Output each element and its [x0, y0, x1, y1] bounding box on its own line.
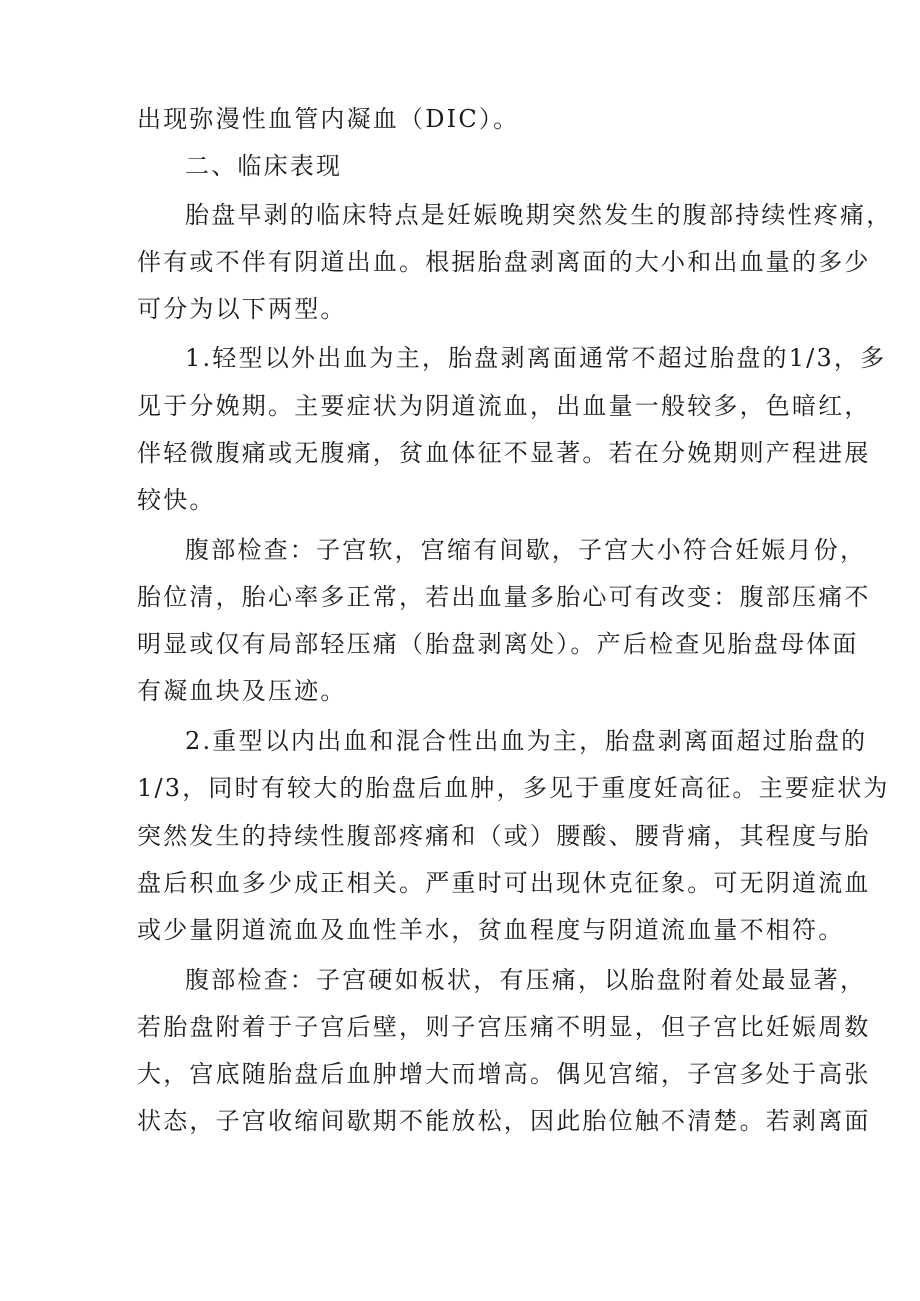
- paragraph-line: 突然发生的持续性腹部疼痛和（或）腰酸、腰背痛，其程度与胎: [137, 822, 871, 850]
- paragraph-line: 腹部检查：子宫硬如板状，有压痛，以胎盘附着处最显著，: [185, 966, 867, 994]
- paragraph-line: 2.重型以内出血和混合性出血为主，胎盘剥离面超过胎盘的: [185, 727, 868, 755]
- paragraph-line: 或少量阴道流血及血性羊水，贫血程度与阴道流血量不相符。: [137, 916, 845, 944]
- paragraph-line: 腹部检查：子宫软，宫缩有间歇，子宫大小符合妊娠月份，: [185, 536, 867, 564]
- paragraph-line: 大，宫底随胎盘后血肿增大而增高。偶见宫缩，子宫多处于高张: [137, 1060, 871, 1088]
- paragraph-line: 见于分娩期。主要症状为阴道流血，出血量一般较多，色暗红，: [137, 392, 871, 420]
- paragraph-line: 伴有或不伴有阴道出血。根据胎盘剥离面的大小和出血量的多少: [137, 248, 871, 276]
- paragraph-line: 胎盘早剥的临床特点是妊娠晚期突然发生的腹部持续性疼痛，: [185, 201, 893, 229]
- section-heading: 二、临床表现: [185, 152, 343, 180]
- paragraph-line: 较快。: [137, 486, 216, 514]
- paragraph-line: 伴轻微腹痛或无腹痛，贫血体征不显著。若在分娩期则产程进展: [137, 439, 871, 467]
- paragraph-line: 若胎盘附着于子宫后壁，则子宫压痛不明显，但子宫比妊娠周数: [137, 1013, 871, 1041]
- paragraph-line: 状态，子宫收缩间歇期不能放松，因此胎位触不清楚。若剥离面: [137, 1107, 871, 1135]
- paragraph-line: 有凝血块及压迹。: [137, 677, 347, 705]
- paragraph-line: 可分为以下两型。: [137, 295, 347, 323]
- paragraph-line: 1/3，同时有较大的胎盘后血肿，多见于重度妊高征。主要症状为: [137, 774, 890, 802]
- paragraph-line: 明显或仅有局部轻压痛（胎盘剥离处）。产后检查见胎盘母体面: [137, 630, 859, 658]
- text-line: 出现弥漫性血管内凝血（DIC）。: [137, 105, 520, 133]
- paragraph-line: 胎位清，胎心率多正常，若出血量多胎心可有改变：腹部压痛不: [137, 583, 871, 611]
- paragraph-line: 盘后积血多少成正相关。严重时可出现休克征象。可无阴道流血: [137, 869, 871, 897]
- paragraph-line: 1.轻型以外出血为主，胎盘剥离面通常不超过胎盘的1/3，多: [185, 344, 887, 372]
